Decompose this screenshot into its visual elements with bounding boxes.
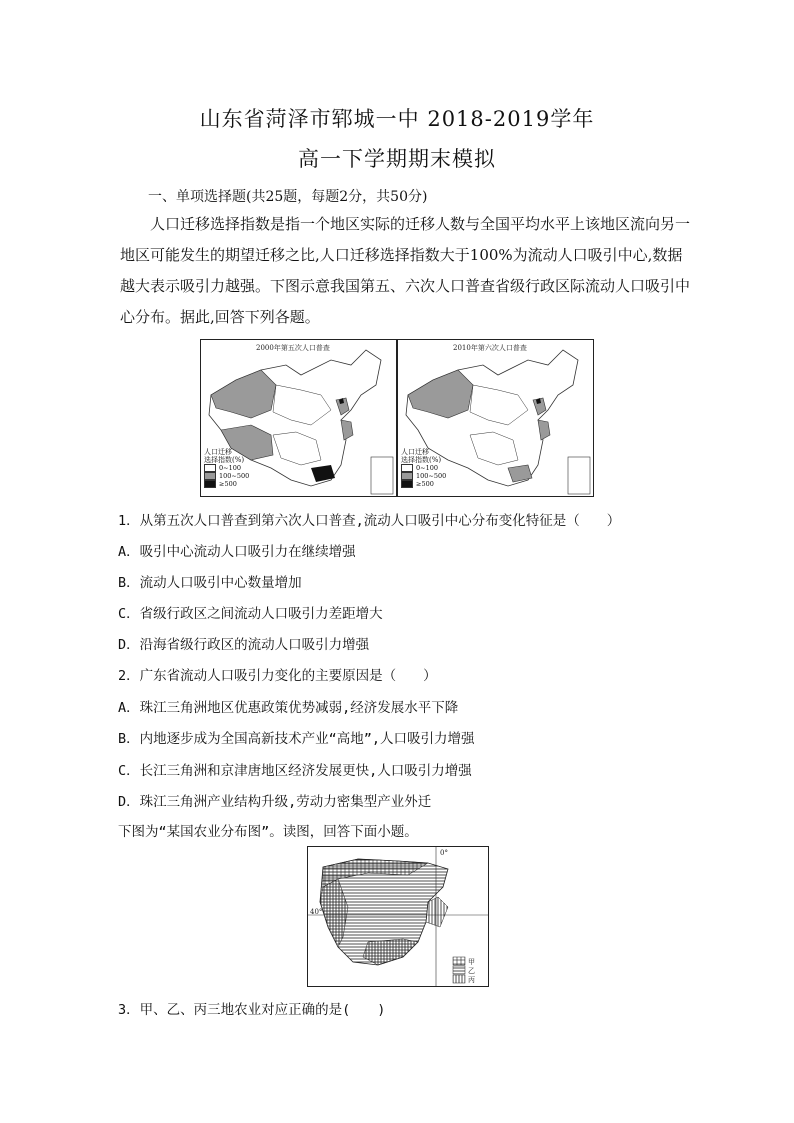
legend-title-line2: 选择指数(%) bbox=[401, 456, 442, 464]
legend-swatch-black bbox=[204, 480, 216, 488]
legend-swatch-gray bbox=[401, 472, 413, 480]
legend-swatch-white bbox=[204, 464, 216, 472]
map2-lat-label: 40° bbox=[310, 908, 323, 916]
intro-paragraph: 人口迁移选择指数是指一个地区实际的迁移人数与全国平均水平上该地区流向另一地区可能发生的期望迁移之比,人口迁移选择指数大于100%为流动人口吸引中心,数据越大表示吸引力越强。下图示意我国第五、六次人口普查省级行政区际流动人口吸引中心分布。据此,回答下列各题。 bbox=[120, 215, 691, 326]
legend-swatch-white bbox=[401, 464, 413, 472]
question-1-option-d: D．沿海省级行政区的流动人口吸引力增强 bbox=[118, 637, 370, 653]
question-1-stem: 1．从第五次人口普查到第六次人口普查,流动人口吸引中心分布变化特征是（ ） bbox=[118, 513, 621, 529]
question-2-stem: 2．广东省流动人口吸引力变化的主要原因是（ ） bbox=[118, 668, 437, 684]
legend-2010 bbox=[401, 448, 446, 488]
legend-2000 bbox=[204, 448, 249, 488]
agriculture-map-svg bbox=[308, 847, 488, 986]
page-title-line2: 高一下学期期末模拟 bbox=[298, 147, 496, 171]
map2-legend-yi: 乙 bbox=[468, 967, 475, 975]
map2-lon-label: 0° bbox=[440, 849, 448, 857]
question-1-option-c: C．省级行政区之间流动人口吸引力差距增大 bbox=[118, 606, 383, 622]
legend-title-line1: 人口迁移 bbox=[401, 448, 429, 456]
legend-title-line1: 人口迁移 bbox=[204, 448, 232, 456]
section-header: 一、单项选择题(共25题，每题2分，共50分) bbox=[148, 189, 428, 205]
legend-title-line2: 选择指数(%) bbox=[204, 456, 245, 464]
legend-item: 0~100 bbox=[204, 464, 249, 472]
legend-item: 100~500 bbox=[401, 472, 446, 480]
agriculture-map bbox=[307, 846, 489, 987]
question-1-option-b: B．流动人口吸引中心数量增加 bbox=[118, 575, 302, 591]
map-2010-title: 2010年第六次人口普查 bbox=[453, 344, 527, 352]
china-map-2010 bbox=[397, 339, 594, 497]
legend-item: ≥500 bbox=[204, 480, 249, 488]
map2-intro: 下图为“某国农业分布图”。读图，回答下面小题。 bbox=[118, 824, 418, 840]
question-2-option-d: D．珠江三角洲产业结构升级,劳动力密集型产业外迁 bbox=[118, 794, 432, 810]
question-2-option-b: B．内地逐步成为全国高新技术产业“高地”,人口吸引力增强 bbox=[118, 731, 475, 747]
legend-swatch-black bbox=[401, 480, 413, 488]
question-1-option-a: A．吸引中心流动人口吸引力在继续增强 bbox=[118, 544, 356, 560]
china-map-2000 bbox=[200, 339, 397, 497]
legend-item: 100~500 bbox=[204, 472, 249, 480]
page-title-line1: 山东省菏泽市郓城一中 2018-2019学年 bbox=[199, 107, 595, 131]
question-2-option-a: A．珠江三角洲地区优惠政策优势减弱,经济发展水平下降 bbox=[118, 700, 459, 716]
legend-item: 0~100 bbox=[401, 464, 446, 472]
legend-item: ≥500 bbox=[401, 480, 446, 488]
map2-legend-jia: 甲 bbox=[468, 958, 475, 966]
question-3-stem: 3．甲、乙、丙三地农业对应正确的是( ) bbox=[118, 1002, 386, 1018]
map-2000-title: 2000年第五次人口普查 bbox=[256, 344, 330, 352]
legend-swatch-gray bbox=[204, 472, 216, 480]
map2-legend-bing: 丙 bbox=[468, 976, 475, 984]
question-2-option-c: C．长江三角洲和京津唐地区经济发展更快,人口吸引力增强 bbox=[118, 763, 472, 779]
